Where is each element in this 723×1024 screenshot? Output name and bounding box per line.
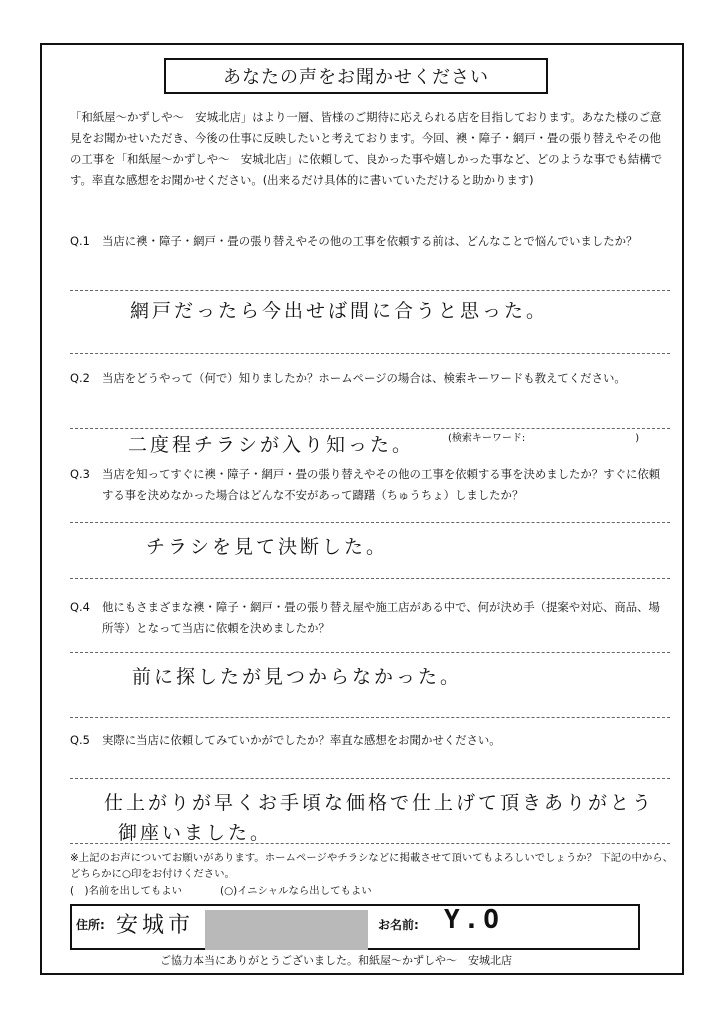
address-label: 住所:: [76, 918, 105, 932]
question-text: 当店に襖・障子・網戸・畳の張り替えやその他の工事を依頼する前は、どんなことで悩んでいましたか？: [102, 234, 638, 248]
option-full-name[interactable]: ( )名前を出してもよい: [70, 885, 183, 897]
answer-4: 前に探したが見つからなかった。: [132, 666, 463, 688]
question-text: 実際に当店に依頼してみていかがでしたか？率直な感想をお聞かせください。: [102, 733, 501, 747]
form-title-text: あなたの声をお聞かせください: [223, 67, 489, 88]
answer-line: [70, 290, 670, 291]
answer-1: 網戸だったら今出せば間に合うと思った。: [130, 300, 549, 322]
name-label: お名前:: [378, 918, 419, 932]
footer-thanks: ご協力本当にありがとうございました。和紙屋～かずしや～ 安城北店: [160, 954, 512, 967]
answer-line: [70, 578, 670, 579]
question-number: Q.1: [70, 234, 90, 248]
question-number: Q.2: [70, 371, 90, 385]
name-value: Y.O: [444, 905, 503, 935]
option-initials[interactable]: (○)イニシャルなら出してもよい: [220, 885, 372, 897]
question-number: Q.5: [70, 733, 90, 747]
question-2: [70, 368, 670, 389]
answer-3: チラシを見て決断した。: [146, 536, 389, 558]
answer-line: [70, 843, 670, 844]
search-keyword-close: ): [635, 433, 640, 444]
question-text: 他にもさまざまな襖・障子・網戸・畳の張り替え屋や施工店がある中で、何が決め手（提案や対応、商品、場所等）となって当店に依頼を決めましたか？: [102, 600, 660, 635]
question-3: [70, 464, 670, 506]
question-4: [70, 597, 670, 639]
redaction-block: [205, 910, 368, 950]
question-number: Q.4: [70, 600, 90, 614]
answer-line: [70, 353, 670, 354]
answer-2: 二度程チラシが入り知った。: [128, 434, 415, 456]
search-keyword-field: [448, 429, 639, 444]
question-1: [70, 231, 670, 252]
consent-note: ※上記のお声についてお願いがあります。ホームページやチラシなどに掲載させて頂いてもよろしいでしょうか？ 下記の中から、どちらかに○印をお付けください。: [70, 852, 674, 880]
search-keyword-label: (検索キーワード:: [448, 433, 526, 444]
answer-line: [70, 717, 670, 718]
answer-line: [70, 522, 670, 523]
answer-5: 仕上がりが早くお手頃な価格で仕上げて頂きありがとう: [104, 792, 655, 814]
answer-5-continued: 御座いました。: [118, 822, 273, 844]
consent-options: [70, 882, 372, 897]
address-value: 安城市: [116, 913, 195, 938]
question-5: [70, 730, 670, 751]
answer-line: [70, 778, 670, 779]
form-title: [164, 58, 548, 94]
answer-line: [70, 652, 670, 653]
question-text: 当店を知ってすぐに襖・障子・網戸・畳の張り替えやその他の工事を依頼する事を決めましたか？すぐに依頼する事を決めなかった場合はどんな不安があって躊躇（ちゅうちょ）しましたか？: [102, 467, 661, 502]
question-text: 当店をどうやって（何で）知りましたか？ホームページの場合は、検索キーワードも教えてください。: [102, 371, 626, 385]
question-number: Q.3: [70, 467, 90, 481]
intro-text: 「和紙屋～かずしや～ 安城北店」はより一層、皆様のご期待に応えられる店を目指しております。あなた様のご意見をお聞かせいただき、今後の仕事に反映したいと考えております。今回、襖・障子・網戸・畳の張り替えやその他の工事を「和紙屋～かずしや～ 安城北店」に依頼して、良かった事や嬉しかった事など、どのような事でも結構です。率直な感想をお聞かせください。(出来るだけ具体的に書いていただけると助かります): [70, 110, 663, 187]
